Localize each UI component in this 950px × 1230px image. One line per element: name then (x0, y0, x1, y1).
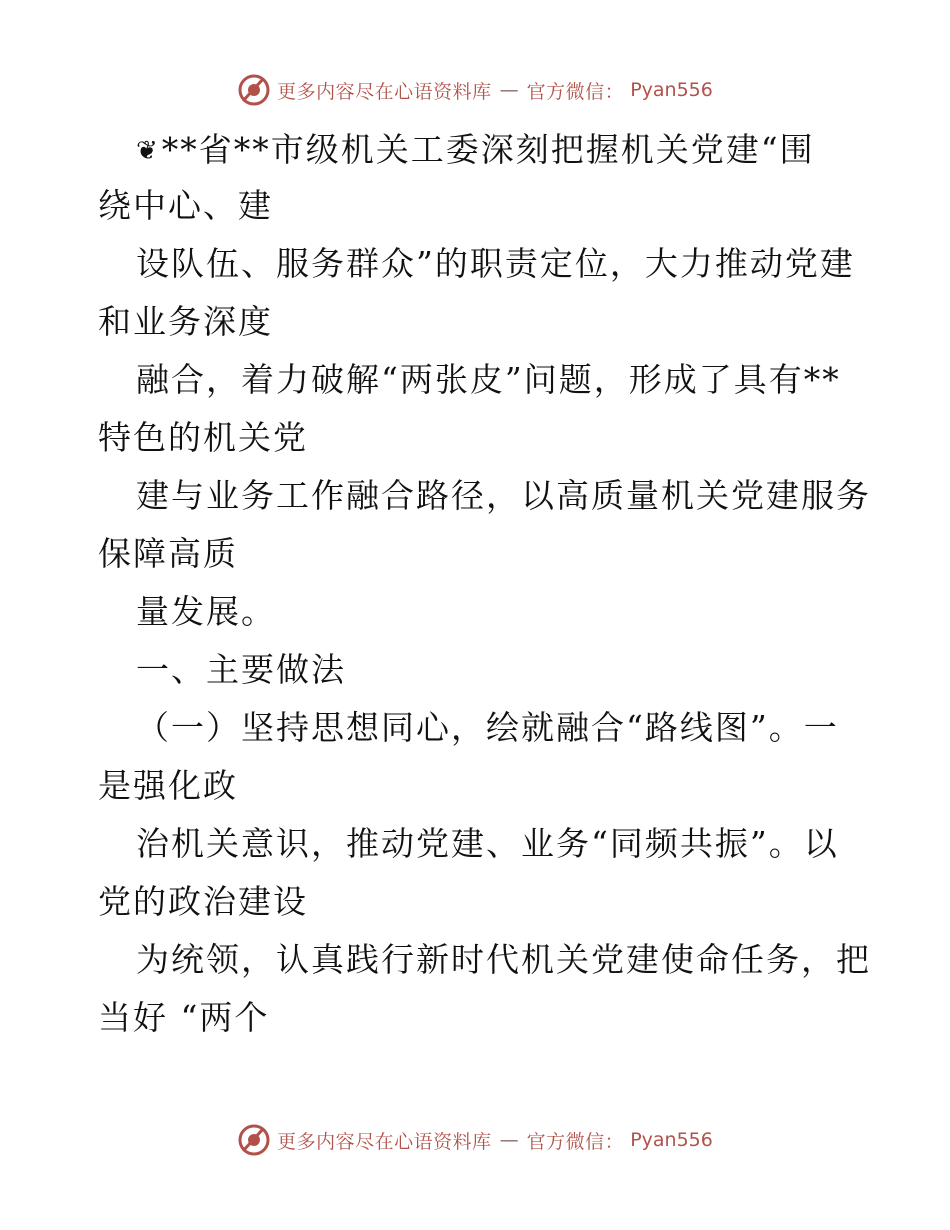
watermark-label: 官方微信： (526, 1130, 625, 1153)
watermark-separator: — (499, 1129, 519, 1151)
paragraph-line (136, 130, 815, 170)
watermark-text: 更多内容尽在心语资料库 (277, 1130, 492, 1153)
paragraph-line: 治机关意识，推动党建、业务“同频共振”。以 (136, 824, 839, 863)
paragraph-line: 绕中心、建 (98, 186, 273, 225)
footer-watermark (0, 1120, 950, 1160)
section-heading: 一、主要做法 (136, 650, 346, 689)
paragraph-line: 党的政治建设 (98, 882, 308, 921)
watermark-id: Pyan556 (630, 1129, 713, 1151)
paragraph-line: 当好 “两个 (98, 998, 270, 1037)
paragraph-line: （一）坚持思想同心，绘就融合“路线图”。一 (136, 708, 839, 747)
paragraph-line: 是强化政 (98, 766, 238, 805)
paragraph-line: 设队伍、服务群众”的职责定位，大力推动党建 (136, 244, 855, 283)
paragraph-line: 特色的机关党 (98, 418, 308, 457)
watermark-label: 官方微信： (526, 80, 625, 103)
ornament-icon: ❦ (136, 136, 160, 166)
paragraph-line: 量发展。 (136, 592, 276, 631)
paragraph-line: 保障高质 (98, 534, 238, 573)
paragraph-line: 和业务深度 (98, 302, 273, 341)
watermark-separator: — (499, 79, 519, 101)
watermark-text: 更多内容尽在心语资料库 (277, 80, 492, 103)
header-watermark (0, 70, 950, 110)
logo-icon (237, 1123, 271, 1157)
line-text: **省**市级机关工委深刻把握机关党建“围 (161, 130, 815, 169)
watermark-id: Pyan556 (630, 79, 713, 101)
logo-icon (237, 73, 271, 107)
paragraph-line: 为统领，认真践行新时代机关党建使命任务，把 (136, 940, 871, 979)
paragraph-line: 建与业务工作融合路径，以高质量机关党建服务 (136, 476, 871, 515)
paragraph-line: 融合，着力破解“两张皮”问题，形成了具有** (136, 360, 841, 399)
